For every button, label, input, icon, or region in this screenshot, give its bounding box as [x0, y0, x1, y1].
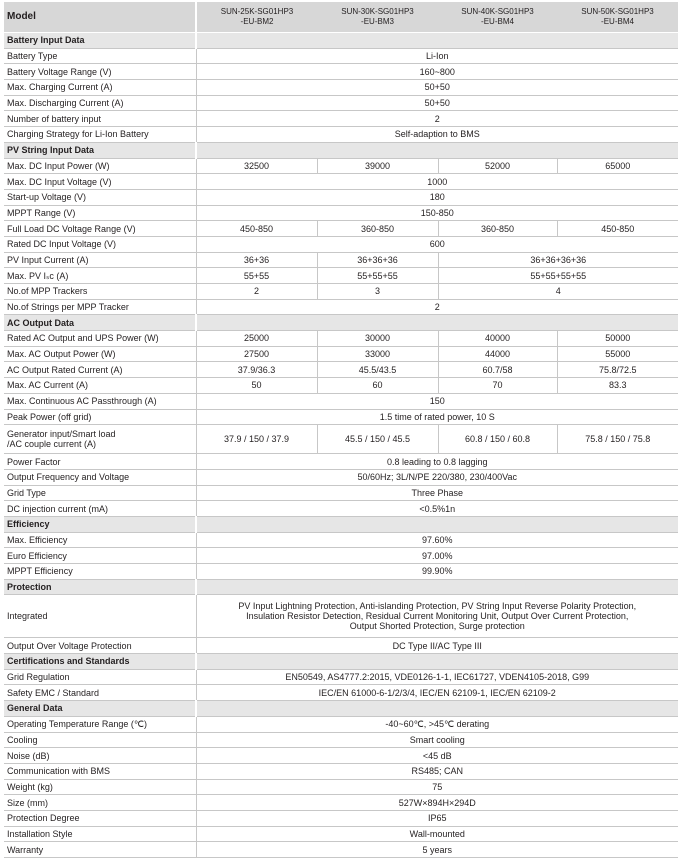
spec-value: 55000 [557, 346, 678, 362]
spec-label: PV Input Current (A) [4, 252, 196, 268]
spec-value: DC Type II/AC Type III [196, 638, 678, 654]
spec-row [4, 127, 678, 143]
spec-label: Protection Degree [4, 810, 196, 826]
spec-value: -40~60℃, >45℃ derating [196, 716, 678, 732]
spec-row [4, 826, 678, 842]
spec-row [4, 221, 678, 237]
spec-value: 150 [196, 393, 678, 409]
spec-row [4, 236, 678, 252]
spec-value: 36+36+36 [317, 252, 438, 268]
spec-value: 60.7/58 [438, 362, 557, 378]
spec-value: 75 [196, 779, 678, 795]
spec-label: Max. Continuous AC Passthrough (A) [4, 393, 196, 409]
spec-label: Operating Temperature Range (℃) [4, 716, 196, 732]
spec-value: 30000 [317, 331, 438, 347]
model-header-label: Model [4, 2, 196, 33]
section-band [196, 516, 678, 532]
spec-row [4, 763, 678, 779]
section-band [196, 142, 678, 158]
spec-label: Rated DC Input Voltage (V) [4, 236, 196, 252]
section-header [4, 701, 678, 717]
spec-label: Generator input/Smart load /AC couple current (A) [4, 425, 196, 454]
spec-row [4, 346, 678, 362]
spec-value: 360-850 [438, 221, 557, 237]
spec-value: 50/60Hz; 3L/N/PE 220/380, 230/400Vac [196, 469, 678, 485]
spec-value: 50+50 [196, 80, 678, 96]
spec-value: 360-850 [317, 221, 438, 237]
spec-value: 97.60% [196, 532, 678, 548]
section-band [196, 33, 678, 49]
spec-row [4, 284, 678, 300]
spec-value: PV Input Lightning Protection, Anti-islanding Protection, PV String Input Reverse Polarity Protection, Insulation Resistor Detection, Residual Current Monitoring Unit, Output Over Current Protection, Output Shorted Protection, Surge protection [196, 595, 678, 638]
spec-value: 5 years [196, 842, 678, 858]
spec-table [4, 2, 678, 858]
spec-value: 45.5/43.5 [317, 362, 438, 378]
spec-row [4, 331, 678, 347]
spec-row [4, 779, 678, 795]
spec-label: Noise (dB) [4, 748, 196, 764]
spec-row [4, 685, 678, 701]
spec-value: 37.9/36.3 [196, 362, 317, 378]
spec-row [4, 80, 678, 96]
spec-row [4, 393, 678, 409]
spec-label: Max. DC Input Voltage (V) [4, 174, 196, 190]
section-title: Battery Input Data [4, 33, 196, 49]
spec-row [4, 425, 678, 454]
spec-label: Grid Type [4, 485, 196, 501]
spec-value: 55+55+55 [317, 268, 438, 284]
spec-value: 0.8 leading to 0.8 lagging [196, 454, 678, 470]
spec-row [4, 548, 678, 564]
spec-label: Max. Charging Current (A) [4, 80, 196, 96]
spec-label: Battery Type [4, 48, 196, 64]
spec-value: 2 [196, 111, 678, 127]
section-header [4, 142, 678, 158]
spec-label: Weight (kg) [4, 779, 196, 795]
spec-value: 450-850 [557, 221, 678, 237]
spec-row [4, 469, 678, 485]
spec-label: Communication with BMS [4, 763, 196, 779]
spec-label: Start-up Voltage (V) [4, 189, 196, 205]
spec-row [4, 595, 678, 638]
spec-value: <0.5%1n [196, 501, 678, 517]
spec-value: RS485; CAN [196, 763, 678, 779]
spec-label: No.of MPP Trackers [4, 284, 196, 300]
spec-row [4, 409, 678, 425]
section-title: General Data [4, 701, 196, 717]
spec-label: Output Frequency and Voltage [4, 469, 196, 485]
section-title: Certifications and Standards [4, 654, 196, 670]
spec-value: 3 [317, 284, 438, 300]
section-title: AC Output Data [4, 315, 196, 331]
spec-row [4, 299, 678, 315]
spec-value: IEC/EN 61000-6-1/2/3/4, IEC/EN 62109-1, IEC/EN 62109-2 [196, 685, 678, 701]
spec-row [4, 716, 678, 732]
spec-row [4, 174, 678, 190]
spec-table-body [4, 2, 678, 858]
spec-label: Safety EMC / Standard [4, 685, 196, 701]
spec-value: 527W×894H×294D [196, 795, 678, 811]
section-header [4, 33, 678, 49]
spec-value: 70 [438, 378, 557, 394]
spec-value: 50+50 [196, 95, 678, 111]
spec-row [4, 48, 678, 64]
spec-label: Grid Regulation [4, 669, 196, 685]
spec-value: 39000 [317, 158, 438, 174]
section-title: Protection [4, 579, 196, 595]
spec-value: 75.8/72.5 [557, 362, 678, 378]
spec-value: Smart cooling [196, 732, 678, 748]
spec-value: 1.5 time of rated power, 10 S [196, 409, 678, 425]
model-name-50k: SUN-50K-SG01HP3 -EU-BM4 [557, 2, 678, 33]
spec-row [4, 205, 678, 221]
spec-row [4, 485, 678, 501]
spec-label: Max. PV Iₛc (A) [4, 268, 196, 284]
spec-row [4, 638, 678, 654]
spec-value: 55+55+55+55 [438, 268, 678, 284]
spec-value: 97.00% [196, 548, 678, 564]
spec-row [4, 378, 678, 394]
spec-value: 4 [438, 284, 678, 300]
spec-label: Size (mm) [4, 795, 196, 811]
spec-label: Charging Strategy for Li-Ion Battery [4, 127, 196, 143]
spec-label: Max. DC Input Power (W) [4, 158, 196, 174]
section-header [4, 579, 678, 595]
spec-value: 160~800 [196, 64, 678, 80]
spec-value: 75.8 / 150 / 75.8 [557, 425, 678, 454]
spec-value: 37.9 / 150 / 37.9 [196, 425, 317, 454]
spec-label: Peak Power (off grid) [4, 409, 196, 425]
spec-value: 60 [317, 378, 438, 394]
section-band [196, 701, 678, 717]
spec-label: Max. Discharging Current (A) [4, 95, 196, 111]
spec-row [4, 748, 678, 764]
spec-row [4, 158, 678, 174]
spec-label: Max. AC Output Power (W) [4, 346, 196, 362]
spec-label: Max. AC Current (A) [4, 378, 196, 394]
spec-value: 36+36 [196, 252, 317, 268]
section-title: Efficiency [4, 516, 196, 532]
spec-value: 600 [196, 236, 678, 252]
spec-value: Wall-mounted [196, 826, 678, 842]
section-title: PV String Input Data [4, 142, 196, 158]
spec-label: Max. Efficiency [4, 532, 196, 548]
spec-label: MPPT Range (V) [4, 205, 196, 221]
section-band [196, 579, 678, 595]
spec-label: Power Factor [4, 454, 196, 470]
spec-row [4, 362, 678, 378]
spec-row [4, 111, 678, 127]
spec-value: 25000 [196, 331, 317, 347]
spec-label: MPPT Efficiency [4, 564, 196, 580]
spec-value: 60.8 / 150 / 60.8 [438, 425, 557, 454]
spec-value: 50000 [557, 331, 678, 347]
spec-row [4, 842, 678, 858]
model-name-30k: SUN-30K-SG01HP3 -EU-BM3 [317, 2, 438, 33]
spec-value: 33000 [317, 346, 438, 362]
spec-label: Euro Efficiency [4, 548, 196, 564]
section-header [4, 315, 678, 331]
model-name-25k: SUN-25K-SG01HP3 -EU-BM2 [196, 2, 317, 33]
spec-value: 50 [196, 378, 317, 394]
spec-row [4, 795, 678, 811]
spec-label: Output Over Voltage Protection [4, 638, 196, 654]
spec-label: Full Load DC Voltage Range (V) [4, 221, 196, 237]
spec-row [4, 454, 678, 470]
spec-value: 44000 [438, 346, 557, 362]
spec-value: 40000 [438, 331, 557, 347]
spec-value: 450-850 [196, 221, 317, 237]
section-header [4, 516, 678, 532]
spec-value: 2 [196, 284, 317, 300]
spec-label: Warranty [4, 842, 196, 858]
spec-label: Rated AC Output and UPS Power (W) [4, 331, 196, 347]
spec-row [4, 564, 678, 580]
spec-label: Number of battery input [4, 111, 196, 127]
spec-value: <45 dB [196, 748, 678, 764]
model-name-40k: SUN-40K-SG01HP3 -EU-BM4 [438, 2, 557, 33]
spec-value: IP65 [196, 810, 678, 826]
spec-row [4, 189, 678, 205]
spec-row [4, 64, 678, 80]
spec-value: 2 [196, 299, 678, 315]
spec-label: Integrated [4, 595, 196, 638]
spec-row [4, 532, 678, 548]
section-band [196, 315, 678, 331]
spec-row [4, 252, 678, 268]
spec-row [4, 268, 678, 284]
spec-label: Installation Style [4, 826, 196, 842]
spec-value: 65000 [557, 158, 678, 174]
spec-value: EN50549, AS4777.2:2015, VDE0126-1-1, IEC61727, VDEN4105-2018, G99 [196, 669, 678, 685]
header-row [4, 2, 678, 33]
spec-value: 150-850 [196, 205, 678, 221]
section-header [4, 654, 678, 670]
spec-row [4, 95, 678, 111]
spec-row [4, 501, 678, 517]
spec-value: 99.90% [196, 564, 678, 580]
spec-label: No.of Strings per MPP Tracker [4, 299, 196, 315]
spec-row [4, 810, 678, 826]
spec-value: Li-Ion [196, 48, 678, 64]
spec-value: Self-adaption to BMS [196, 127, 678, 143]
spec-row [4, 732, 678, 748]
spec-value: 27500 [196, 346, 317, 362]
spec-row [4, 669, 678, 685]
spec-value: 52000 [438, 158, 557, 174]
spec-value: 180 [196, 189, 678, 205]
spec-value: 32500 [196, 158, 317, 174]
section-band [196, 654, 678, 670]
spec-label: AC Output Rated Current (A) [4, 362, 196, 378]
spec-value: 1000 [196, 174, 678, 190]
spec-value: Three Phase [196, 485, 678, 501]
spec-value: 45.5 / 150 / 45.5 [317, 425, 438, 454]
spec-label: Battery Voltage Range (V) [4, 64, 196, 80]
spec-value: 36+36+36+36 [438, 252, 678, 268]
spec-value: 83.3 [557, 378, 678, 394]
spec-label: DC injection current (mA) [4, 501, 196, 517]
spec-value: 55+55 [196, 268, 317, 284]
spec-label: Cooling [4, 732, 196, 748]
